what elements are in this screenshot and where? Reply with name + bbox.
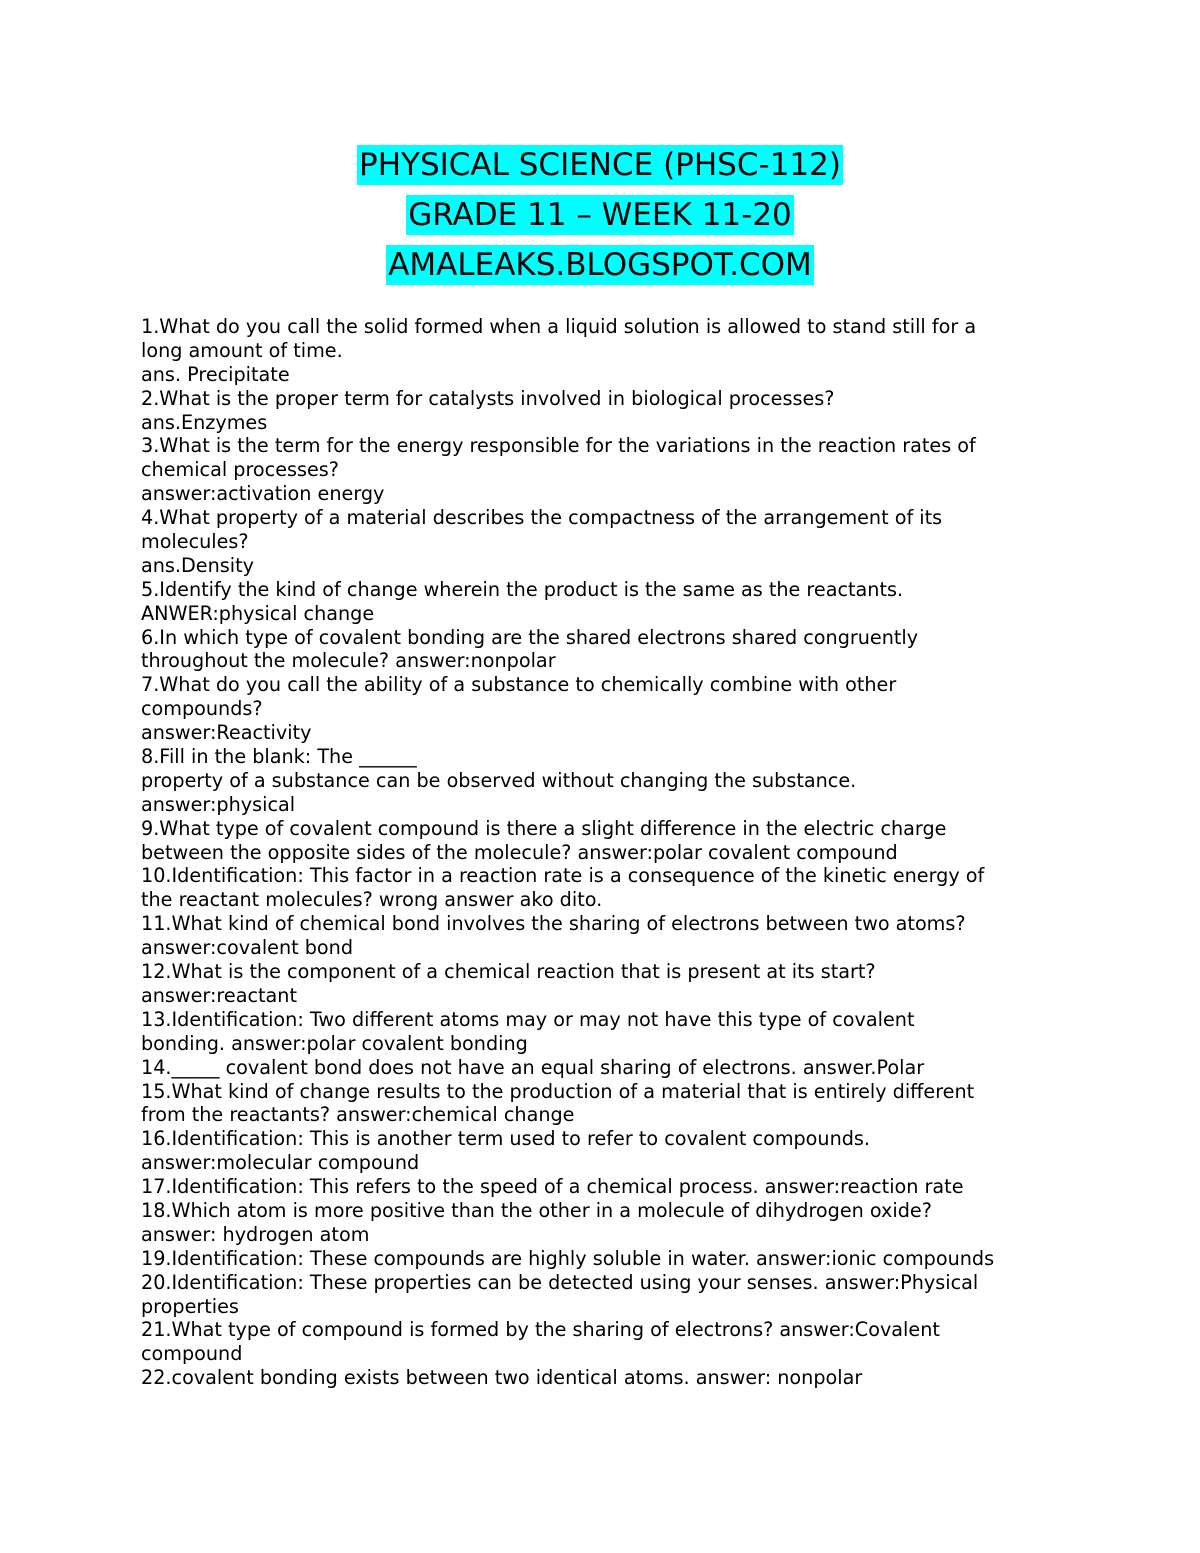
text-line: 2.What is the proper term for catalysts involved in biological processes? [141, 386, 835, 410]
text-line: ans.Enzymes [141, 410, 268, 434]
text-line: answer: hydrogen atom [141, 1222, 370, 1246]
text-line: ans.Density [141, 553, 254, 577]
text-line: bonding. answer:polar covalent bonding [141, 1031, 528, 1055]
text-line: 1.What do you call the solid formed when a liquid solution is allowed to stand still for a [141, 315, 977, 338]
text-line: 6.In which type of covalent bonding are the shared electrons shared congruently [141, 625, 919, 649]
text-line: chemical processes? [141, 458, 339, 482]
text-line: answer:activation energy [141, 482, 385, 506]
text-line: 11.What kind of chemical bond involves the sharing of electrons between two atoms? [141, 912, 966, 936]
text-line: properties [141, 1294, 239, 1318]
text-line: from the reactants? answer:chemical change [141, 1103, 575, 1127]
text-line: answer:Reactivity [141, 721, 312, 745]
text-line: ans. Precipitate [141, 362, 290, 386]
text-line: answer:reactant [141, 983, 297, 1007]
text-line: ANWER:physical change [141, 601, 375, 625]
text-line: 10.Identification: This factor in a reaction rate is a consequence of the kinetic energy of [141, 864, 985, 888]
text-line: 3.What is the term for the energy responsible for the variations in the reaction rates of [141, 434, 976, 458]
header-subtitle-line [0, 190, 1200, 240]
header-site-line [0, 240, 1200, 290]
text-line: 22.covalent bonding exists between two identical atoms. answer: nonpolar [141, 1366, 863, 1390]
text-line: 19.Identification: These compounds are highly soluble in water. answer:ionic compounds [141, 1246, 995, 1270]
text-line: 13.Identification: Two different atoms may or may not have this type of covalent [141, 1007, 915, 1031]
text-line: throughout the molecule? answer:nonpolar [141, 649, 556, 673]
text-line: 12.What is the component of a chemical reaction that is present at its start? [141, 960, 876, 984]
text-line: between the opposite sides of the molecule? answer:polar covalent compound [141, 840, 898, 864]
header-title-line [0, 140, 1200, 190]
text-line: long amount of time. [141, 338, 343, 362]
text-line: 16.Identification: This is another term used to refer to covalent compounds. [141, 1127, 871, 1151]
course-title: PHYSICAL SCIENCE (PHSC-112) [359, 147, 841, 183]
text-line: answer:physical [141, 792, 296, 816]
text-line: 17.Identification: This refers to the speed of a chemical process. answer:reaction rate [141, 1175, 964, 1199]
document-header [0, 140, 1200, 290]
text-line: compound [141, 1342, 243, 1366]
text-line: 15.What kind of change results to the production of a material that is entirely different [141, 1079, 975, 1103]
text-line: molecules? [141, 530, 249, 554]
text-line: 9.What type of covalent compound is there a slight difference in the electric charge [141, 816, 947, 840]
text-line: 18.Which atom is more positive than the other in a molecule of dihydrogen oxide? [141, 1198, 932, 1222]
text-line: 20.Identification: These properties can be detected using your senses. answer:Physical [141, 1270, 979, 1294]
text-line: 14._____ covalent bond does not have an equal sharing of electrons. answer.Polar [141, 1055, 925, 1079]
text-line: 21.What type of compound is formed by the sharing of electrons? answer:Covalent [141, 1318, 940, 1342]
text-line: answer:molecular compound [141, 1151, 420, 1175]
text-line: 5.Identify the kind of change wherein the product is the same as the reactants. [141, 577, 904, 601]
question-list [141, 315, 1071, 1390]
text-line: the reactant molecules? wrong answer ako dito. [141, 888, 603, 912]
text-line: 4.What property of a material describes the compactness of the arrangement of its [141, 506, 943, 530]
grade-week-title: GRADE 11 – WEEK 11-20 [408, 197, 792, 233]
text-line: 8.Fill in the blank: The ______ [141, 745, 417, 769]
text-line: property of a substance can be observed without changing the substance. [141, 768, 857, 792]
text-line: answer:covalent bond [141, 936, 354, 960]
text-line: 7.What do you call the ability of a substance to chemically combine with other [141, 673, 897, 697]
site-name: AMALEAKS.BLOGSPOT.COM [388, 247, 812, 283]
text-line: compounds? [141, 697, 263, 721]
